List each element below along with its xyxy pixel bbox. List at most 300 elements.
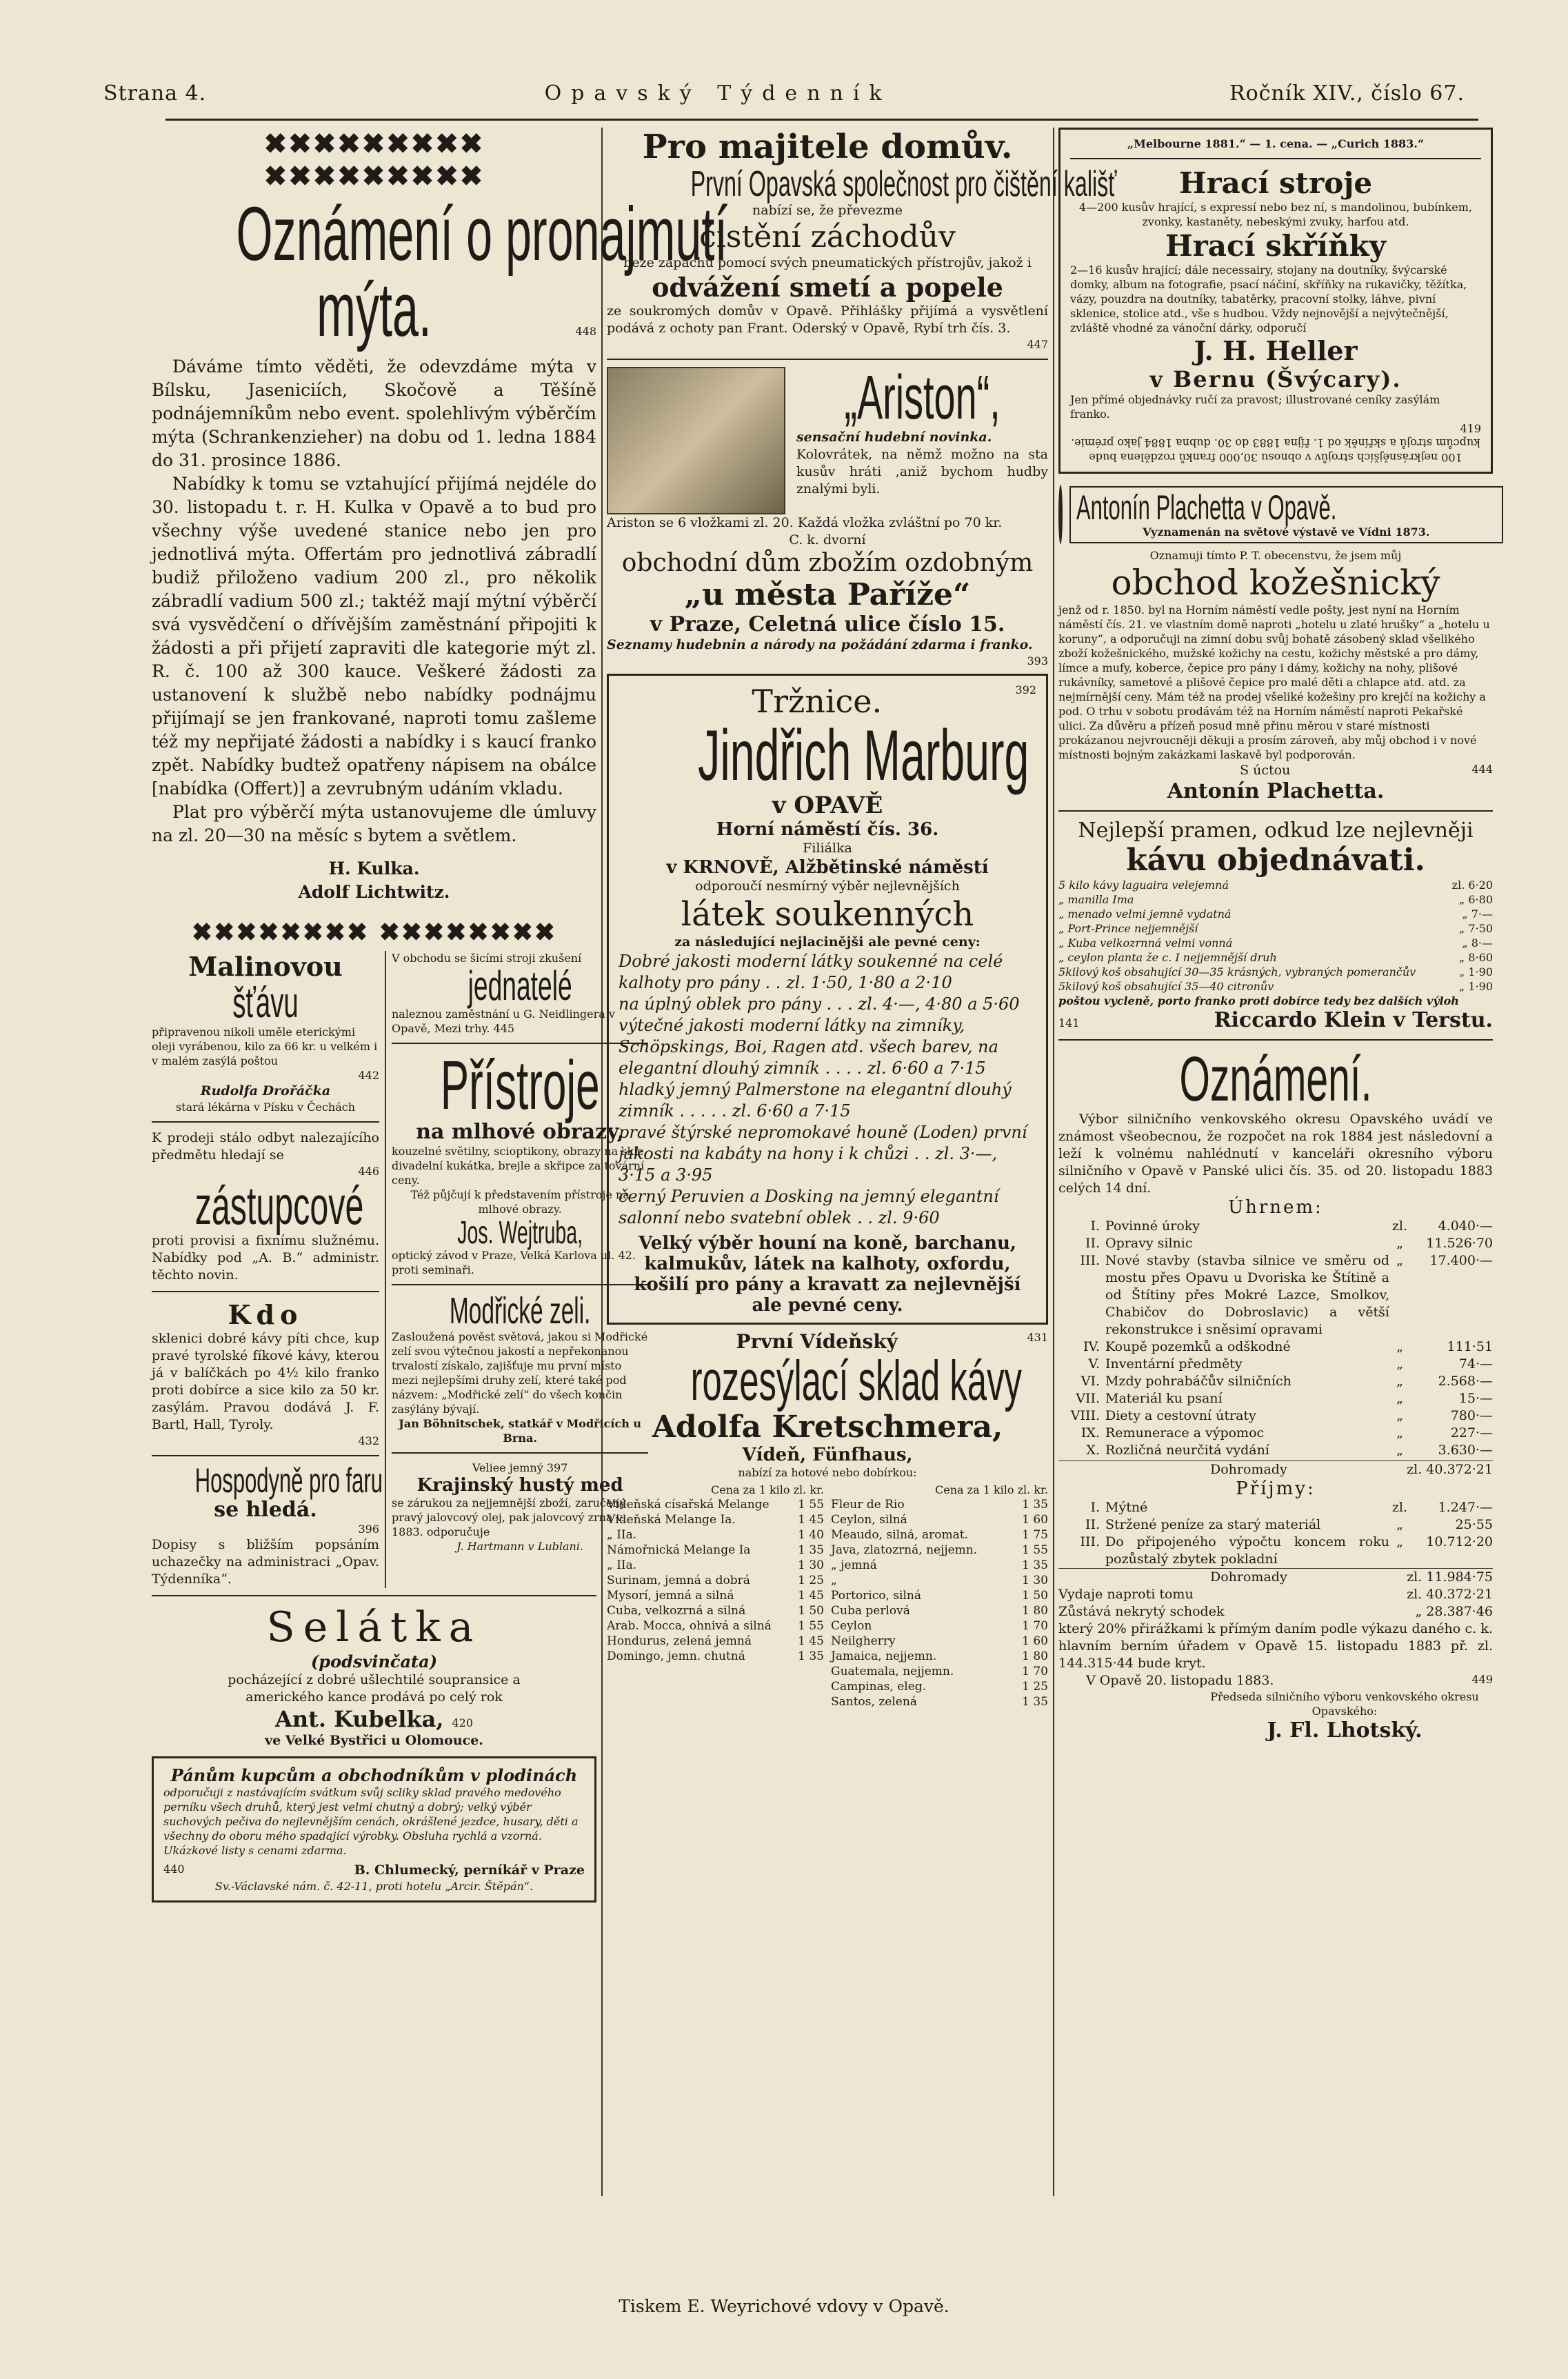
budget-index: IX. bbox=[1080, 1425, 1100, 1441]
coffee-row bbox=[1058, 965, 1493, 979]
ad-text: pocházející z dobré ušlechtilé soupransice a amerického kance prodává po celý rok bbox=[228, 1672, 521, 1705]
budget-unit: „ bbox=[1396, 1339, 1403, 1354]
coffee-row bbox=[831, 1558, 1048, 1573]
ad-text: za následující nejlacinějši ale pevné ceny: bbox=[674, 934, 981, 950]
ad-heading: První Opavská společnost pro čištění kališť bbox=[690, 164, 1117, 204]
budget-value: 780·— bbox=[1450, 1408, 1493, 1423]
ad-heading: látek soukenných bbox=[681, 895, 974, 934]
ad-heading: Hospodyně pro faru bbox=[194, 1461, 383, 1500]
column-right bbox=[1058, 128, 1493, 1743]
issue-info: Ročník XIV., číslo 67. bbox=[1229, 81, 1465, 106]
coffee-name: Arab. Mocca, ohnivá a silná bbox=[607, 1619, 772, 1633]
ad-number: 419 bbox=[1460, 422, 1481, 435]
ad-number: 393 bbox=[1027, 654, 1048, 667]
coffee-row bbox=[607, 1588, 824, 1603]
coffee-list bbox=[607, 1497, 824, 1664]
budget-index: I. bbox=[1090, 1218, 1100, 1234]
ad-heading: na mlhové obrazy, bbox=[416, 1120, 625, 1144]
coffee-name: Campinas, eleg. bbox=[831, 1680, 927, 1694]
coffee-price: 1 70 bbox=[1022, 1665, 1048, 1678]
coffee-name: Ceylon bbox=[831, 1619, 872, 1633]
ad-heading: Jindřich Marburg bbox=[698, 716, 1029, 796]
price-header: Cena za 1 kilo zl. kr. bbox=[711, 1483, 824, 1496]
ad-text: Vídeň, Fünfhaus, bbox=[742, 1445, 913, 1465]
ad-text: odporoučí nesmírný výběr nejlevnějších bbox=[695, 879, 960, 894]
paragraph: Nabídky k tomu se vztahující přijímá nejdéle do 30. listopadu t. r. H. Kulka v Opavě a to bud pro všechny výše uvedené stanice nebo jen pro jednotlivá mýta. Offertám pro jednotlivá zábradlí budiž přiloženo vadium 200 zl., pro několik zábradlí vadium 500 zl.; taktéž mají mýtní výběrčí svá vysvědčení o dřívějším zaměstnání připojiti k žádosti a při přijetí zapraviti dle kategorie mýt zl. R. č. 100 až 300 kauce. Veškeré žádosti za ustanovení k službě nebo nabídky podnájmu přijímají se jen frankované, naproti tomu zašleme též my nepřijaté žádosti a nabídky i s kaucí franko zpět. Nabídky budtež opatřeny nápisem na obálce [nabídka (Offert)] a zevrubným udáním vkladu. bbox=[152, 474, 596, 799]
coffee-name: Vídeňská císařská Melange bbox=[607, 1498, 770, 1512]
budget-row bbox=[1058, 1499, 1493, 1516]
date-text: V Opavě 20. listopadu 1883. bbox=[1086, 1673, 1274, 1688]
ad-heading: Antonín Plachetta v Opavě. bbox=[1076, 488, 1337, 527]
coffee-row bbox=[607, 1603, 824, 1618]
coffee-name: Cuba perlová bbox=[831, 1604, 910, 1618]
budget-value: 111·51 bbox=[1447, 1339, 1493, 1354]
coffee-name: Cuba, velkozrná a silná bbox=[607, 1604, 746, 1618]
coffee-price: 1 50 bbox=[798, 1604, 824, 1618]
ad-text: V obchodu se šicími stroji zkušení bbox=[392, 952, 582, 965]
coffee-row bbox=[831, 1694, 1048, 1709]
ad-subheading: sensační hudební novinka. bbox=[796, 430, 992, 445]
ad-heading: Tržnice. bbox=[752, 683, 883, 720]
budget-unit: zl. bbox=[1391, 1500, 1408, 1515]
ad-text: Sv.-Václavské nám. č. 42-11, proti hotelu „Arcir. Štěpán“. bbox=[214, 1880, 534, 1893]
ad-number: 431 bbox=[1027, 1331, 1048, 1344]
ad-text: jenž od r. 1850. byl na Horním náměstí vedle pošty, jest nyní na Horním náměstí čís. 21. ve vlastním domě naproti „hotelu u zlaté hrušky“ a „hotelu u koruny“, a odporučuji na zimní dobu svůj bohatě zásobený sklad všelikého zboží kožešnického, mužské kožichy na cestu, kožichy městské a pro dámy, límce a mufy, koberce, čepice pro pány i dámy, kožichy na nohy, plišové rukávníky, sametové a plišové čepice pro malé děti a chlapce atd. atd. za nejmírnější ceny. Mám též na prodej všeliké kožešiny pro krejčí na kožichy a pod. O trhu v sobotu prodávám též na Horním náměstí naproti Pekařské ulici. Za důvěru a přízeň posud mně přinu měrou v staré místnosti prokázanou nejvroucněji děkuji a prosím zároveň, aby můj obchod i v nové místnosti bojným zakázkami laskavě byl podporován. bbox=[1058, 603, 1490, 761]
ad-text: Vyznamenán na světové výstavě ve Vídni 1873. bbox=[1143, 525, 1430, 539]
ad-text: beze zápachu pomocí svých pneumatických přístrojův, jakož i bbox=[623, 255, 1032, 270]
coffee-name: Java, zlatozrná, nejjemn. bbox=[831, 1543, 978, 1557]
ad-text: Kolovrátek, na němž možno na sta kusův hráti ,aniž bychom hudby znalými byli. bbox=[796, 447, 1048, 496]
budget-row bbox=[1058, 1373, 1493, 1390]
budget-label: Mýtné bbox=[1105, 1500, 1148, 1515]
ad-text: naleznou zaměstnání u G. Neidlingera v Opavě, Mezi trhy. 445 bbox=[392, 1007, 615, 1035]
budget-row bbox=[1058, 1407, 1493, 1425]
price-item: Dobré jakosti moderní látky soukenné na celé kalhoty pro pány . . zl. 1·50, 1·80 a 2·10 bbox=[619, 952, 1003, 992]
coffee-row bbox=[831, 1634, 1048, 1649]
deficit-label: Zůstává nekrytý schodek bbox=[1058, 1604, 1225, 1619]
ad-text: v OPAVĚ bbox=[772, 792, 883, 819]
ad-heading: zástupcové bbox=[194, 1175, 364, 1236]
coffee-row bbox=[831, 1664, 1048, 1679]
coffee-name: Hondurus, zelená jemná bbox=[607, 1634, 752, 1648]
coffee-price: 1 25 bbox=[1022, 1680, 1048, 1694]
budget-row bbox=[1058, 1235, 1493, 1252]
coffee-price: 1 35 bbox=[798, 1543, 824, 1557]
ad-text: Oznamuji tímto P. T. obecenstvu, že jsem můj bbox=[1149, 549, 1402, 562]
coffee-row bbox=[607, 1512, 824, 1527]
coffee-name: 5 kilo kávy laguaira velejemná bbox=[1058, 879, 1229, 892]
ad-heading: Nejlepší pramen, odkud lze nejlevněji bbox=[1078, 819, 1474, 843]
coffee-price: 1 55 bbox=[1022, 1543, 1048, 1557]
page-header bbox=[103, 81, 1465, 116]
budget-unit: „ bbox=[1396, 1391, 1403, 1406]
coffee-row bbox=[607, 1527, 824, 1543]
ad-text: „Melbourne 1881.“ — 1. cena. — „Curich 1883.“ bbox=[1127, 137, 1425, 150]
ad-text: se zárukou za nejjemnější zboží, zaručený pravý jalovcový olej, pak jalovcový zrna v. 1883. odporučuje bbox=[392, 1496, 626, 1538]
coffee-name: „ manilla Ima bbox=[1058, 893, 1134, 906]
ad-text: K prodeji stálo odbyt nalezajícího předmětu hledají se bbox=[152, 1130, 379, 1163]
coffee-name: Námořnická Melange Ia bbox=[607, 1543, 751, 1557]
coffee-price: 1 40 bbox=[798, 1528, 824, 1542]
ad-heading: se hledá. bbox=[214, 1498, 317, 1522]
budget-value: 10.712·20 bbox=[1426, 1534, 1493, 1549]
coffee-row bbox=[831, 1603, 1048, 1618]
budget-index: X. bbox=[1086, 1443, 1100, 1458]
coffee-name: „ ceylon planta že c. I nejjemnější druh bbox=[1058, 951, 1277, 964]
newspaper-title: Opavský Týdenník bbox=[544, 81, 892, 106]
total-value: zl. 11.984·75 bbox=[1407, 1569, 1493, 1585]
coffee-price: „ 6·80 bbox=[1459, 893, 1493, 906]
coffee-name: „ jemná bbox=[831, 1558, 877, 1572]
coffee-price: 1 55 bbox=[798, 1498, 824, 1512]
coffee-name: Guatemala, nejjemn. bbox=[831, 1665, 954, 1678]
ad-name: Riccardo Klein v Terstu. bbox=[1214, 1008, 1493, 1032]
coffee-price: 1 55 bbox=[798, 1619, 824, 1633]
budget-value: 1.247·— bbox=[1438, 1500, 1493, 1515]
budget-unit: „ bbox=[1396, 1534, 1403, 1549]
coffee-price: „ 1·90 bbox=[1459, 980, 1493, 993]
budget-unit: „ bbox=[1396, 1253, 1403, 1268]
ad-text: Jen přímé objednávky ručí za pravost; illustrované ceníky zasýlám franko. bbox=[1070, 393, 1440, 421]
coffee-price: 1 80 bbox=[1022, 1604, 1048, 1618]
budget-index: III. bbox=[1080, 1253, 1100, 1268]
coffee-row bbox=[607, 1573, 824, 1588]
budget-label: Inventární předměty bbox=[1105, 1356, 1243, 1372]
ad-text: ve Velké Bystřici u Olomouce. bbox=[265, 1733, 483, 1748]
coffee-price: 1 35 bbox=[1022, 1558, 1048, 1572]
ad-text: 4—200 kusův hrající, s expressí nebo bez ní, s mandolinou, bubínkem, zvonky, kastaněty, nebeskými zvuky, harfou atd. bbox=[1078, 201, 1473, 228]
ad-text: který 20% přirážkami k přímým daním podle výkazu daného c. k. hlavním berním úřadem v Opavě 15. listopadu 1883 př. zl. 144.315·44 bude kryt. bbox=[1058, 1621, 1493, 1671]
budget-index: V. bbox=[1088, 1356, 1100, 1372]
ad-name: B. Chlumecký, perníkář v Praze bbox=[354, 1863, 585, 1878]
coffee-name: „ IIa. bbox=[607, 1528, 637, 1542]
coffee-price: 1 70 bbox=[1022, 1619, 1048, 1633]
ad-text: Filiálka bbox=[803, 841, 852, 856]
coffee-name: Neilgherry bbox=[831, 1634, 896, 1648]
ad-title: Oznámení o pronajmutí bbox=[236, 192, 728, 277]
column-divider bbox=[1053, 128, 1054, 2196]
ad-heading: Adolfa Kretschmera, bbox=[652, 1409, 1003, 1445]
ad-number: 442 bbox=[358, 1069, 379, 1082]
ad-text: Dopisy s bližším popsáním uchazečky na administraci „Opav. Týdenníka“. bbox=[152, 1537, 379, 1587]
coffee-row bbox=[831, 1649, 1048, 1664]
coffee-price: 1 60 bbox=[1022, 1513, 1048, 1527]
ad-heading: Kdo bbox=[228, 1299, 303, 1330]
coffee-row bbox=[831, 1543, 1048, 1558]
coffee-name: „ menado velmi jemně vydatná bbox=[1058, 907, 1232, 921]
coffee-price: 1 30 bbox=[798, 1558, 824, 1572]
coffee-row bbox=[1058, 979, 1493, 994]
coffee-name: Surinam, jemná a dobrá bbox=[607, 1574, 750, 1587]
coffee-price: 1 25 bbox=[798, 1574, 824, 1587]
ad-text: Velký výběr houní na koně, barchanu, kalmukův, látek na kalhoty, oxfordu, košilí pro pány a kravatt za nejlevnější ale pevné ceny. bbox=[634, 1233, 1021, 1316]
budget-value: 74·— bbox=[1458, 1356, 1493, 1372]
coffee-name: „ IIa. bbox=[607, 1558, 637, 1572]
ad-text: První Vídeňský bbox=[736, 1330, 898, 1353]
ad-text: C. k. dvorní bbox=[789, 532, 866, 548]
ad-text: v Bernu (Švýcary). bbox=[1149, 366, 1402, 392]
budget-row bbox=[1058, 1356, 1493, 1373]
ad-heading: Jos. Wejtruba, bbox=[457, 1214, 583, 1250]
ad-text: nabízí se, že převezme bbox=[752, 203, 903, 218]
price-header: Cena za 1 kilo zl. kr. bbox=[935, 1483, 1048, 1496]
coffee-row bbox=[831, 1573, 1048, 1588]
ad-heading: kávu objednávati. bbox=[1126, 843, 1425, 878]
coffee-name: Ceylon, silná bbox=[831, 1513, 907, 1527]
price-item: výtečné jakosti moderní látky na zimníky, Schöpskings, Boi, Ragen atd. všech barev, na elegantní dlouhý zimník . . . . zl. 6·60 a 7·15 bbox=[619, 1016, 998, 1078]
coffee-price: 1 35 bbox=[1022, 1498, 1048, 1512]
coffee-name: 5kilový koš obsahující 35—40 citronův bbox=[1058, 980, 1274, 993]
coffee-row bbox=[607, 1543, 824, 1558]
coffee-price: „ 8·— bbox=[1462, 936, 1493, 950]
coffee-name: „ bbox=[831, 1574, 837, 1587]
coffee-name: Fleur de Rio bbox=[831, 1498, 905, 1512]
ad-number: 396 bbox=[358, 1523, 379, 1536]
coffee-row bbox=[607, 1618, 824, 1634]
budget-label: Diety a cestovní útraty bbox=[1105, 1408, 1256, 1423]
ad-text: 2—16 kusův hrající; dále necessairy, stojany na doutníky, švýcarské domky, album na fotografie, psací náčiní, skříňky na rukavičky, těžítka, vázy, pouzdra na doutníky, tabatěrky, pracovní stolky, láhve, pivní sklenice, stolice atd., vše s hudbou. Vždy nejnovější a nejvýtečnější, zvláště vhodné za vánoční dárky, odporučí bbox=[1070, 263, 1467, 334]
ad-heading: Selátka bbox=[266, 1603, 482, 1652]
ad-text: kouzelné světilny, scioptikony, obrazy na skle, divadelní kukátka, brejle a skřipce za tovární ceny. bbox=[392, 1145, 647, 1187]
budget-label: Opravy silnic bbox=[1105, 1236, 1193, 1251]
ad-heading: obchod kožešnický bbox=[1111, 563, 1440, 603]
ad-box-heller bbox=[1058, 128, 1493, 474]
ad-heading: jednatelé bbox=[468, 963, 572, 1009]
ad-heading: Oznámení. bbox=[1179, 1044, 1372, 1114]
coffee-row bbox=[1058, 936, 1493, 950]
budget-value: 3.630·— bbox=[1438, 1443, 1493, 1458]
stars-decoration: ✖✖✖✖✖✖✖✖✖ ✖✖✖✖✖✖✖✖✖ bbox=[263, 128, 485, 192]
budget-value: 17.400·— bbox=[1429, 1253, 1493, 1268]
budget-row bbox=[1058, 1252, 1493, 1338]
coffee-price: 1 45 bbox=[798, 1513, 824, 1527]
expense-label: Vydaje naproti tomu bbox=[1058, 1587, 1194, 1602]
coffee-row bbox=[831, 1679, 1048, 1694]
coffee-row bbox=[831, 1527, 1048, 1543]
coffee-name: Portorico, silná bbox=[831, 1589, 921, 1603]
signature: Adolf Lichtwitz. bbox=[298, 882, 450, 902]
coffee-row bbox=[1058, 892, 1493, 907]
budget-row bbox=[1058, 1218, 1493, 1235]
total-label: Dohromady bbox=[1210, 1569, 1287, 1585]
ad-heading: Malinovou bbox=[188, 951, 343, 982]
ad-box bbox=[152, 1756, 596, 1903]
budget-label: Materiál ku psaní bbox=[1105, 1391, 1223, 1406]
signature: H. Kulka. bbox=[328, 859, 420, 879]
ad-title-2: mýta. bbox=[316, 268, 432, 352]
budget-index: VI. bbox=[1080, 1374, 1100, 1389]
coffee-price: „ 1·90 bbox=[1459, 965, 1493, 978]
printer-footer: Tiskem E. Weyrichové vdovy v Opavě. bbox=[619, 2296, 949, 2316]
ad-number: 420 bbox=[452, 1716, 473, 1729]
ad-number: 440 bbox=[163, 1863, 185, 1876]
budget-label: Nové stavby (stavba silnice ve směru od mostu přes Opavu u Dvoriska ke Štítině a od Štítiny přes Mokré Lazce, Smolkov, Chabičov do Dobroslavic) a větší rekonstrukce i sněsimí opravami bbox=[1105, 1253, 1389, 1337]
stars-decoration: ✖✖✖✖✖✖✖✖ ✖✖✖✖✖✖✖✖ bbox=[191, 918, 557, 947]
ad-text: poštou vycleně, porto franko proti dobírce tedy bez dalších výloh bbox=[1058, 994, 1459, 1007]
ad-heading: Modřické zeli. bbox=[449, 1290, 591, 1332]
ad-heading: obchodní dům zbožím ozdobným bbox=[621, 549, 1034, 577]
budget-index: IV. bbox=[1083, 1339, 1100, 1354]
budget-label: Mzdy pohrabáčův silničních bbox=[1105, 1374, 1291, 1389]
ad-heading: šťávu bbox=[232, 979, 299, 1027]
coffee-name: „ Kuba velkozrnná velmi vonná bbox=[1058, 936, 1233, 950]
coffee-row bbox=[607, 1649, 824, 1664]
coffee-row bbox=[1058, 950, 1493, 965]
ad-box-marburg bbox=[607, 674, 1048, 1325]
coffee-name: Meaudo, silná, aromat. bbox=[831, 1528, 968, 1542]
ad-text-upside-down: 100 nejkrásnějších strojův v obnosu 30,000 franků rozdělena bude kupcům strojů a skříněk od 1. října 1883 do 30. dubna 1884 jako prémie. bbox=[1071, 436, 1480, 464]
budget-row bbox=[1058, 1425, 1493, 1442]
coffee-price: „ 8·60 bbox=[1459, 951, 1493, 964]
budget-value: 11.526·70 bbox=[1426, 1236, 1493, 1251]
budget-unit: „ bbox=[1396, 1374, 1403, 1389]
coffee-row bbox=[831, 1618, 1048, 1634]
ad-heading: Přístroje bbox=[440, 1047, 600, 1124]
budget-value: 15·— bbox=[1458, 1391, 1493, 1406]
ad-text: sklenici dobré kávy píti chce, kup pravé tyrolské fíkové kávy, kterou já v balíčkách po 4½ kilo franko proti dobírce a sice kilo za 50 kr. zasýlám. Pravou dodává J. F. Bartl, Hall, Tyroly. bbox=[152, 1331, 379, 1432]
budget-value: 2.568·— bbox=[1438, 1374, 1493, 1389]
coffee-name: Mysorí, jemná a silná bbox=[607, 1589, 734, 1603]
budget-unit: zl. bbox=[1391, 1218, 1408, 1234]
ad-text: J. Hartmann v Lublani. bbox=[456, 1540, 584, 1553]
price-item: černý Peruvien a Dosking na jemný elegantní salonní nebo svatební oblek . . zl. 9·60 bbox=[619, 1187, 999, 1227]
budget-label: Do připojeného výpočtu koncem roku pozůstalý zbytek pokladní bbox=[1105, 1534, 1389, 1567]
ad-heading: Hrací skříňky bbox=[1165, 229, 1387, 263]
coffee-name: Santos, zelená bbox=[831, 1695, 917, 1709]
ad-heading: rozesýlací sklad kávy bbox=[690, 1349, 1022, 1412]
coffee-price: 1 35 bbox=[1022, 1695, 1048, 1709]
ad-text: stará lékárna v Písku v Čechách bbox=[175, 1101, 356, 1114]
budget-row bbox=[1058, 1534, 1493, 1568]
budget-value: 4.040·— bbox=[1438, 1218, 1493, 1234]
paragraph: Dáváme tímto věděti, že odevzdáme mýta v Bílsku, Jaseniciích, Skočově a Těšíně podnájemníkům nebo event. spolehlivým výběrčím mýta (Schrankenzieher) na dobu od 1. ledna 1884 do 31. prosince 1886. bbox=[152, 357, 596, 470]
paragraph: Plat pro výběrčí mýta ustanovujeme dle úmluvy na zl. 20—30 na měsíc s bytem a světlem. bbox=[152, 802, 596, 845]
header-rule bbox=[165, 119, 1478, 121]
price-list bbox=[1058, 878, 1493, 994]
expense-value: zl. 40.372·21 bbox=[1407, 1587, 1493, 1602]
coffee-row bbox=[1058, 878, 1493, 892]
budget-list bbox=[1058, 1218, 1493, 1459]
section-heading: Příjmy: bbox=[1236, 1478, 1316, 1499]
price-list bbox=[619, 951, 1036, 1229]
ad-text: Zasloužená pověst světová, jakou si Modřické zelí svou výtečnou jakostí a nepřekonanou trvalostí získalo, zajišťuje mu první místo mezi nejlepšími druhy zelí, které také pod názvem: „Modřické zelí“ do všech končin zasýlány bývají. bbox=[392, 1330, 648, 1416]
budget-index: III. bbox=[1080, 1534, 1100, 1549]
ad-text: optický závod v Praze, Velká Karlova ul. 42. proti seminaři. bbox=[392, 1249, 636, 1276]
page-number: Strana 4. bbox=[103, 81, 207, 106]
ad-number: 444 bbox=[1471, 763, 1493, 776]
music-box-icon bbox=[607, 367, 785, 514]
coffee-name: „ Port-Prince nejjemnější bbox=[1058, 922, 1198, 935]
ad-heading: „u města Paříže“ bbox=[684, 577, 971, 612]
coffee-list bbox=[831, 1497, 1048, 1709]
ad-heading: Hrací stroje bbox=[1178, 166, 1373, 200]
budget-row bbox=[1058, 1516, 1493, 1534]
budget-row bbox=[1058, 1390, 1493, 1407]
ad-number: 141 bbox=[1058, 1016, 1080, 1030]
coffee-name: 5kilový koš obsahující 30—35 krásných, vybraných pomerančův bbox=[1058, 965, 1416, 978]
budget-unit: „ bbox=[1396, 1425, 1403, 1441]
ad-heading: Pro majitele domův. bbox=[642, 128, 1013, 166]
ad-heading: J. H. Heller bbox=[1194, 335, 1358, 366]
ad-number: 392 bbox=[1015, 683, 1036, 696]
ad-name: Antonín Plachetta. bbox=[1167, 779, 1385, 803]
ad-name: Ant. Kubelka, bbox=[274, 1706, 444, 1732]
ad-heading: „Ariston“, bbox=[844, 363, 1001, 432]
budget-label: Koupě pozemků a odškodné bbox=[1105, 1339, 1291, 1354]
ad-heading: Krajinský hustý med bbox=[416, 1475, 623, 1496]
coffee-row bbox=[607, 1558, 824, 1573]
budget-unit: „ bbox=[1396, 1517, 1403, 1532]
ad-name: J. Fl. Lhotský. bbox=[1267, 1718, 1423, 1743]
budget-row bbox=[1058, 1442, 1493, 1459]
budget-label: Remunerace a výpomoc bbox=[1105, 1425, 1265, 1441]
ad-text: připravenou nikoli uměle eterickými oleji vyrábenou, kilo za 66 kr. u velkém i v malém zasýlá poštou bbox=[152, 1025, 378, 1067]
ad-number: 446 bbox=[358, 1165, 379, 1178]
ad-text: Seznamy hudebnin a národy na požádání zdarma i franko. bbox=[607, 637, 1033, 652]
ad-text: nabízí za hotové nebo dobírkou: bbox=[738, 1466, 917, 1479]
ad-text: Předseda silničního výboru venkovského okresu Opavského: bbox=[1210, 1690, 1479, 1718]
coffee-price: 1 45 bbox=[798, 1589, 824, 1603]
budget-index: VIII. bbox=[1070, 1408, 1100, 1423]
budget-label: Povinné úroky bbox=[1105, 1218, 1200, 1234]
ad-number: 449 bbox=[1471, 1673, 1493, 1686]
coffee-price: zl. 6·20 bbox=[1451, 879, 1493, 892]
budget-label: Rozličná neurčitá vydání bbox=[1105, 1443, 1269, 1458]
coffee-price: „ 7·50 bbox=[1459, 922, 1493, 935]
coffee-row bbox=[1058, 907, 1493, 921]
budget-index: II. bbox=[1085, 1236, 1100, 1251]
ad-heading: odvážení smetí a popele bbox=[652, 272, 1003, 303]
budget-value: 25·55 bbox=[1455, 1517, 1493, 1532]
coffee-row bbox=[831, 1588, 1048, 1603]
ad-text: Horní náměstí čís. 36. bbox=[716, 819, 939, 840]
income-list bbox=[1058, 1499, 1493, 1568]
coffee-price: „ 7·— bbox=[1462, 907, 1493, 921]
ad-text: Ariston se 6 vložkami zl. 20. Každá vložka zvláštní po 70 kr. bbox=[607, 515, 1003, 530]
coffee-name: Jamaica, nejjemn. bbox=[831, 1649, 937, 1663]
coffee-name: Domingo, jemn. chutná bbox=[607, 1649, 745, 1663]
ad-text: v Praze, Celetná ulice číslo 15. bbox=[650, 612, 1005, 636]
budget-unit: „ bbox=[1396, 1236, 1403, 1251]
ad-text: S úctou bbox=[1240, 763, 1291, 778]
price-item: na úplný oblek pro pány . . . zl. 4·—, 4·80 a 5·60 bbox=[619, 994, 1020, 1014]
deficit-value: „ 28.387·46 bbox=[1415, 1604, 1493, 1619]
ad-number: 432 bbox=[358, 1434, 379, 1447]
ad-text: odporučuji z nastávajícím svátkum svůj scliky sklad pravého medového perníku všech druhů, který jest velmi chutný a dobrý; velký výběr suchových pečiva do nejlevnějším cenách, okrášlené jezdce, husary, děti a všechny do oboru mého spadající výrobky. Obsluha rychlá a vzorná. Ukázkové listy s cenami zdarma. bbox=[163, 1786, 579, 1857]
coffee-row bbox=[607, 1634, 824, 1649]
ad-name: Rudolfa Drořáčka bbox=[200, 1083, 331, 1098]
ad-subheading: (podsvinčata) bbox=[310, 1652, 438, 1672]
price-item: pravé štýrské nepromokavé houně (Loden) první jakosti na kabáty na hony i k chůzi . . zl. 3·—, 3·15 a 3·95 bbox=[619, 1123, 1027, 1185]
budget-row bbox=[1058, 1338, 1493, 1356]
coffee-price: 1 35 bbox=[798, 1649, 824, 1663]
price-item: hladký jemný Palmerstone na elegantní dlouhý zimník . . . . . zl. 6·60 a 7·15 bbox=[619, 1080, 1012, 1121]
budget-unit: „ bbox=[1396, 1443, 1403, 1458]
budget-index: II. bbox=[1085, 1517, 1100, 1532]
ad-heading: čistění záchodův bbox=[699, 219, 956, 254]
budget-unit: „ bbox=[1396, 1408, 1403, 1423]
coffee-name: Vídeňská Melange Ia. bbox=[607, 1513, 736, 1527]
total-value: zl. 40.372·21 bbox=[1407, 1462, 1493, 1477]
ad-text: Též půjčují k představením přístroje na mlhové obrazy. bbox=[410, 1188, 630, 1216]
coffee-price: 1 50 bbox=[1022, 1589, 1048, 1603]
coffee-row bbox=[607, 1497, 824, 1512]
budget-value: 227·— bbox=[1450, 1425, 1493, 1441]
total-label: Dohromady bbox=[1210, 1462, 1287, 1477]
coffee-price: 1 80 bbox=[1022, 1649, 1048, 1663]
coffee-price: 1 60 bbox=[1022, 1634, 1048, 1648]
ad-heading: Pánům kupcům a obchodníkům v plodinách bbox=[170, 1765, 578, 1785]
